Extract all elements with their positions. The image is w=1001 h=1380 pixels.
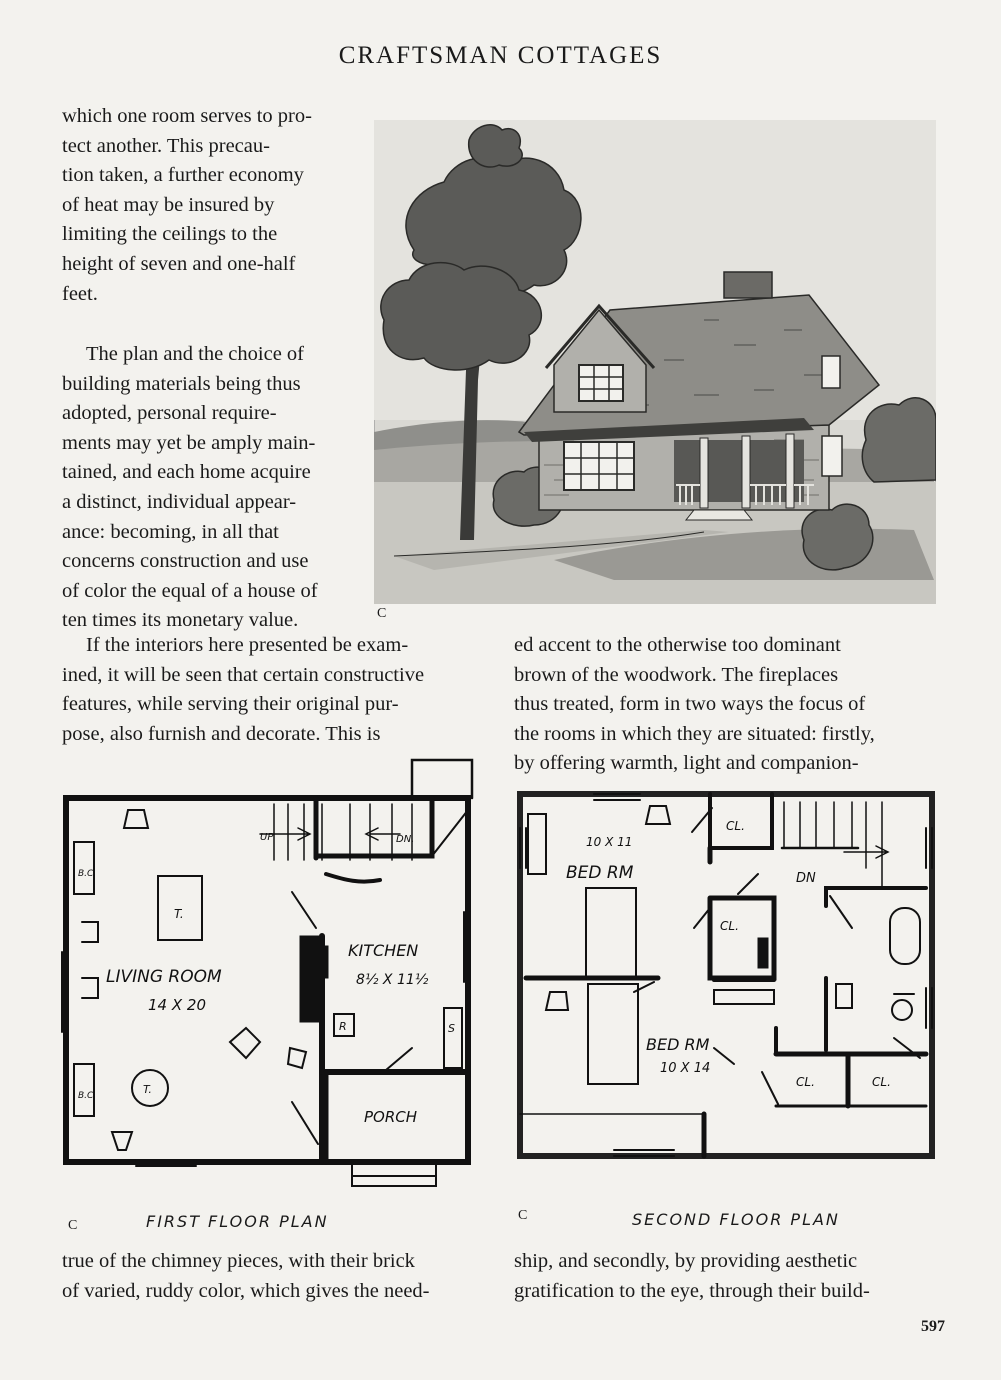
text-line: ance: becoming, in all that (62, 520, 279, 543)
label-bc-lower: B.C. (78, 1091, 97, 1101)
text-line: of color the equal of a house of (62, 579, 318, 602)
page-number: 597 (921, 1318, 945, 1335)
text-line: height of seven and one-half (62, 252, 296, 275)
text-line: If the interiors here presented be exam- (86, 634, 409, 656)
second-floor-mark: C (518, 1208, 528, 1223)
label-cl-lower-right: CL. (872, 1075, 891, 1089)
text-line: building materials being thus (62, 372, 301, 395)
first-floor-mark: C (68, 1218, 78, 1233)
label-bc-upper: B.C. (78, 869, 97, 879)
label-range: R (339, 1020, 347, 1033)
text-line: which one room serves to pro- (62, 105, 312, 127)
running-header: CRAFTSMAN COTTAGES (338, 42, 663, 69)
text-line: tect another. This precau- (62, 134, 270, 157)
text-line: true of the chimney pieces, with their brick (62, 1250, 415, 1272)
illustration-mark: C (377, 606, 387, 621)
label-sink: S (448, 1022, 455, 1035)
text-line: tion taken, a further economy (62, 164, 304, 187)
paragraph-gratification (514, 1247, 942, 1306)
label-dn: DN (796, 871, 816, 886)
first-floor-plan (60, 752, 480, 1196)
second-floor-plan (514, 788, 938, 1162)
label-bed1: BED RM (566, 863, 634, 883)
cottage-illustration (374, 120, 936, 604)
text-line: ten times its monetary value. (62, 609, 299, 632)
label-cl-lower-left: CL. (796, 1075, 815, 1089)
label-bed1-size: 10 X 11 (586, 835, 633, 849)
label-table: T. (174, 907, 184, 921)
paragraph-building-materials (62, 340, 356, 636)
paragraph-heat-economy (62, 102, 356, 309)
text-line: features, while serving their original pur- (62, 693, 399, 716)
label-bed2-size: 10 X 14 (660, 1061, 711, 1076)
text-line: tained, and each home acquire (62, 461, 311, 484)
text-line: The plan and the choice of (86, 343, 305, 365)
text-line: feet. (62, 282, 98, 305)
text-line: pose, also furnish and decorate. This is (62, 722, 381, 745)
label-dn: DN. (396, 834, 415, 845)
text-line: of heat may be insured by (62, 193, 275, 216)
paragraph-chimney (62, 1247, 488, 1306)
label-cl-center: CL. (720, 919, 739, 933)
text-line: adopted, personal require- (62, 402, 277, 425)
paragraph-fireplaces (514, 631, 942, 779)
text-line: by offering warmth, light and companion- (514, 752, 859, 775)
label-round-table: T. (143, 1083, 152, 1096)
paragraph-interiors (62, 631, 488, 749)
text-line: gratification to the eye, through their build- (514, 1279, 870, 1302)
label-porch: PORCH (364, 1108, 418, 1126)
label-kitchen-size: 8½ X 11½ (356, 972, 429, 988)
first-floor-caption: FIRST FLOOR PLAN (146, 1212, 329, 1231)
text-line: of varied, ruddy color, which gives the need- (62, 1279, 430, 1302)
label-up: UP (260, 832, 274, 843)
text-line: thus treated, form in two ways the focus of (514, 693, 866, 716)
label-cl-top: CL. (726, 819, 745, 833)
text-line: the rooms in which they are situated: firstly, (514, 722, 875, 745)
text-line: ship, and secondly, by providing aesthetic (514, 1250, 858, 1272)
text-line: brown of the woodwork. The fireplaces (514, 663, 839, 686)
second-floor-caption: SECOND FLOOR PLAN (632, 1210, 840, 1229)
label-living-size: 14 X 20 (148, 996, 206, 1014)
text-line: concerns construction and use (62, 550, 309, 573)
text-line: limiting the ceilings to the (62, 223, 278, 246)
text-line: ined, it will be seen that certain constructive (62, 663, 425, 686)
text-line: ed accent to the otherwise too dominant (514, 634, 841, 656)
label-living-room: LIVING ROOM (106, 967, 222, 987)
label-bed2: BED RM (646, 1035, 710, 1054)
text-line: ments may yet be amply main- (62, 431, 316, 454)
text-line: a distinct, individual appear- (62, 490, 297, 513)
label-kitchen: KITCHEN (348, 941, 419, 960)
